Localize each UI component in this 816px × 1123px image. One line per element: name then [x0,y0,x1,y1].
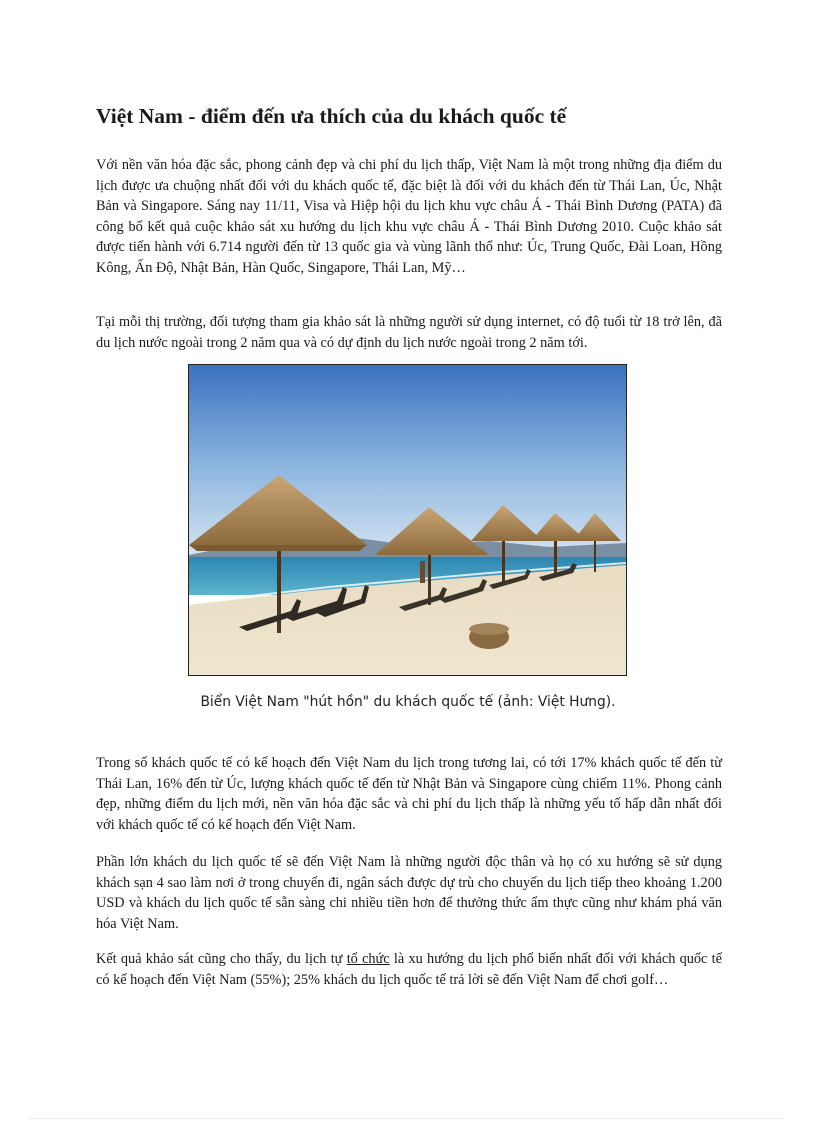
image-caption: Biển Việt Nam "hút hồn" du khách quốc tế (ảnh: Việt Hưng). [200,694,616,710]
beach-photo [188,364,627,676]
underlined-link-to-chuc[interactable]: tổ chức [346,951,390,967]
paragraph-survey-target: Tại mỗi thị trường, đối tượng tham gia khảo sát là những người sử dụng internet, có độ tuổi từ 18 trở lên, đã du lịch nước ngoài trong 2 năm qua và có dự định du lịch nước ngoài trong 2 năm tới. [96,314,722,351]
paragraph-survey-results [96,949,722,990]
paragraph-intro: Với nền văn hóa đặc sắc, phong cảnh đẹp và chi phí du lịch thấp, Việt Nam là một trong những địa điểm du lịch được ưa chuộng nhất đối với du khách quốc tế, đặc biệt là đối với du khách đến từ Thái Lan, Úc, Nhật Bản và Singapore. Sáng nay 11/11, Visa và Hiệp hội du lịch khu vực châu Á - Thái Bình Dương (PATA) đã công bố kết quả cuộc khảo sát xu hướng du lịch khu vực châu Á - Thái Bình Dương 2010. Cuộc khảo sát được tiến hành với 6.714 người đến từ 13 quốc gia và vùng lãnh thổ như: Úc, Trung Quốc, Đài Loan, Hồng Kông, Ấn Độ, Nhật Bản, Hàn Quốc, Singapore, Thái Lan, Mỹ… [96,157,722,276]
paragraph-text-end: là xu hướng du lịch phổ biến nhất đối với khách quốc tế có kế hoạch đến Việt Nam (55%); 25% khách du lịch quốc tế trả lời sẽ đến Việt Nam để chơi golf… [96,951,722,988]
paragraph-traveler-profile: Phần lớn khách du lịch quốc tế sẽ đến Việt Nam là những người độc thân và họ có xu hướng sẽ sử dụng khách sạn 4 sao làm nơi ở trong chuyến đi, ngân sách được dự trù cho chuyến du lịch tiếp theo khoảng 1.200 USD và khách du lịch quốc tế sẵn sàng chi nhiều tiền hơn để thưởng thức ẩm thực cũng như khám phá văn hóa Việt Nam. [96,854,722,932]
article-title: Việt Nam - điểm đến ưa thích của du khách quốc tế [96,104,567,128]
page-bottom-divider [30,1118,786,1119]
paragraph-text-start: Kết quả khảo sát cũng cho thấy, du lịch tự [96,951,347,967]
paragraph-visitor-origins: Trong số khách quốc tế có kế hoạch đến Việt Nam du lịch trong tương lai, có tới 17% khách quốc tế đến từ Thái Lan, 16% đến từ Úc, lượng khách quốc tế đến từ Nhật Bản và Singapore cùng chiếm 11%. Phong cảnh đẹp, những điểm du lịch mới, nền văn hóa đặc sắc và chi phí du lịch thấp là những yếu tố hấp dẫn nhất đối với khách quốc tế có kế hoạch đến Việt Nam. [96,755,722,833]
